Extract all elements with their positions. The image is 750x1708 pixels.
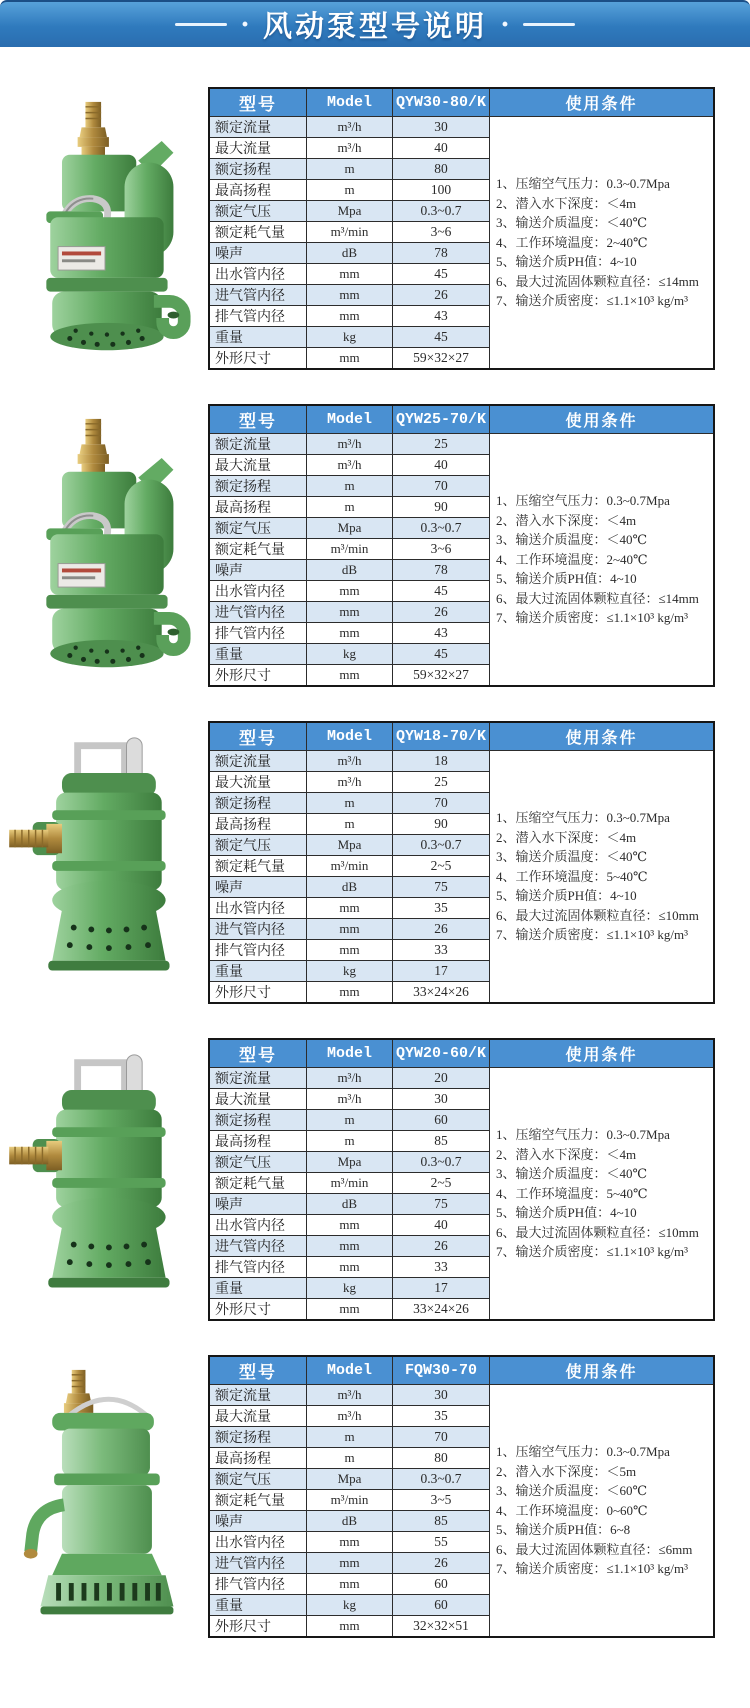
col-header-conditions: 使用条件 — [490, 1039, 715, 1068]
spec-label-cell: 重量 — [209, 1278, 307, 1299]
spec-value-cell: 26 — [393, 919, 490, 940]
spec-unit-cell: mm — [307, 1616, 393, 1638]
spec-label-cell: 进气管内径 — [209, 602, 307, 623]
spec-label-cell: 重量 — [209, 327, 307, 348]
spec-label-cell: 排气管内径 — [209, 306, 307, 327]
usage-conditions-cell — [490, 751, 715, 1004]
spec-value-cell: 43 — [393, 623, 490, 644]
spec-label-cell: 出水管内径 — [209, 898, 307, 919]
spec-value-cell: 0.3~0.7 — [393, 518, 490, 539]
spec-label-cell: 进气管内径 — [209, 919, 307, 940]
spec-value-cell: 40 — [393, 455, 490, 476]
usage-condition-line: 4、工作环境温度：5~40℃ — [496, 1185, 648, 1201]
spec-value-cell: 2~5 — [393, 1173, 490, 1194]
col-header-model: Model — [307, 88, 393, 117]
spec-value-cell: 26 — [393, 602, 490, 623]
page-title: 风动泵型号说明 — [262, 11, 487, 43]
spec-value-cell: 55 — [393, 1532, 490, 1553]
spec-label-cell: 出水管内径 — [209, 1532, 307, 1553]
spec-label-cell: 最高扬程 — [209, 1131, 307, 1152]
spec-value-cell: 30 — [393, 1385, 490, 1406]
spec-unit-cell: mm — [307, 919, 393, 940]
spec-label-cell: 噪声 — [209, 1194, 307, 1215]
usage-conditions-cell — [490, 117, 715, 370]
spec-value-cell: 0.3~0.7 — [393, 1469, 490, 1490]
spec-value-cell: 45 — [393, 327, 490, 348]
spec-unit-cell: Mpa — [307, 201, 393, 222]
spec-row — [209, 751, 714, 772]
spec-label-cell: 外形尺寸 — [209, 1616, 307, 1638]
spec-value-cell: 0.3~0.7 — [393, 1152, 490, 1173]
usage-condition-line: 2、潜入水下深度：＜4m — [496, 195, 637, 211]
spec-value-cell: 60 — [393, 1110, 490, 1131]
spec-unit-cell: mm — [307, 1257, 393, 1278]
spec-value-cell: 85 — [393, 1511, 490, 1532]
spec-table — [208, 721, 715, 1004]
usage-condition-line: 3、输送介质温度：＜40℃ — [496, 532, 648, 548]
spec-value-cell: 59×32×27 — [393, 348, 490, 370]
spec-value-cell: 0.3~0.7 — [393, 835, 490, 856]
spec-label-cell: 最大流量 — [209, 138, 307, 159]
spec-label-cell: 噪声 — [209, 560, 307, 581]
spec-unit-cell: m — [307, 1448, 393, 1469]
usage-condition-line: 2、潜入水下深度：＜5m — [496, 1463, 637, 1479]
usage-condition-line: 2、潜入水下深度：＜4m — [496, 512, 637, 528]
spec-table — [208, 404, 715, 687]
usage-condition-line: 7、输送介质密度：≤1.1×10³ kg/m³ — [496, 610, 688, 626]
spec-label-cell: 额定流量 — [209, 751, 307, 772]
usage-condition-line: 6、最大过流固体颗粒直径：≤14mm — [496, 273, 699, 289]
spec-table — [208, 87, 715, 370]
spec-label-cell: 额定耗气量 — [209, 222, 307, 243]
banner-dot-left: · — [239, 7, 250, 41]
spec-value-cell: 85 — [393, 1131, 490, 1152]
spec-label-cell: 重量 — [209, 644, 307, 665]
usage-conditions-cell — [490, 434, 715, 687]
spec-label-cell: 出水管内径 — [209, 264, 307, 285]
spec-label-cell: 排气管内径 — [209, 940, 307, 961]
spec-row — [209, 117, 714, 138]
pump-spec-section — [4, 1355, 750, 1638]
usage-condition-line: 1、压缩空气压力：0.3~0.7Mpa — [496, 1444, 670, 1460]
spec-value-cell: 60 — [393, 1595, 490, 1616]
spec-unit-cell: kg — [307, 644, 393, 665]
spec-unit-cell: m — [307, 1110, 393, 1131]
spec-label-cell: 额定气压 — [209, 518, 307, 539]
spec-value-cell: 70 — [393, 1427, 490, 1448]
spec-label-cell: 进气管内径 — [209, 285, 307, 306]
spec-unit-cell: m — [307, 476, 393, 497]
spec-label-cell: 最大流量 — [209, 772, 307, 793]
spec-label-cell: 额定气压 — [209, 201, 307, 222]
spec-unit-cell: dB — [307, 877, 393, 898]
spec-label-cell: 出水管内径 — [209, 581, 307, 602]
pump-spec-section — [4, 1038, 750, 1321]
spec-label-cell: 噪声 — [209, 243, 307, 264]
spec-value-cell: 80 — [393, 1448, 490, 1469]
spec-label-cell: 额定流量 — [209, 117, 307, 138]
usage-condition-line: 6、最大过流固体颗粒直径：≤10mm — [496, 1224, 699, 1240]
spec-value-cell: 17 — [393, 961, 490, 982]
spec-value-cell: 78 — [393, 560, 490, 581]
spec-unit-cell: kg — [307, 961, 393, 982]
spec-label-cell: 最高扬程 — [209, 497, 307, 518]
spec-label-cell: 额定耗气量 — [209, 539, 307, 560]
submersible-pump-hose-illustration — [7, 1049, 203, 1311]
usage-condition-line: 4、工作环境温度：2~40℃ — [496, 234, 648, 250]
spec-unit-cell: m³/h — [307, 1068, 393, 1089]
spec-unit-cell: m³/h — [307, 117, 393, 138]
spec-unit-cell: mm — [307, 1532, 393, 1553]
spec-value-cell: 70 — [393, 793, 490, 814]
spec-label-cell: 额定耗气量 — [209, 1490, 307, 1511]
submersible-pump-illustration — [7, 415, 203, 677]
spec-label-cell: 外形尺寸 — [209, 348, 307, 370]
spec-unit-cell: mm — [307, 623, 393, 644]
spec-label-cell: 最高扬程 — [209, 814, 307, 835]
spec-unit-cell: mm — [307, 581, 393, 602]
spec-label-cell: 排气管内径 — [209, 1574, 307, 1595]
col-header-conditions: 使用条件 — [490, 722, 715, 751]
usage-condition-line: 1、压缩空气压力：0.3~0.7Mpa — [496, 1127, 670, 1143]
spec-value-cell: 60 — [393, 1574, 490, 1595]
spec-unit-cell: mm — [307, 1574, 393, 1595]
spec-label-cell: 额定扬程 — [209, 1427, 307, 1448]
spec-unit-cell: mm — [307, 1236, 393, 1257]
pump-photo — [4, 1366, 206, 1628]
spec-value-cell: 70 — [393, 476, 490, 497]
model-code: QYW18-70/K — [393, 722, 490, 751]
spec-value-cell: 26 — [393, 1553, 490, 1574]
spec-unit-cell: m — [307, 1131, 393, 1152]
spec-value-cell: 45 — [393, 644, 490, 665]
submersible-pump-illustration — [7, 98, 203, 360]
spec-value-cell: 0.3~0.7 — [393, 201, 490, 222]
spec-unit-cell: m³/min — [307, 1173, 393, 1194]
spec-label-cell: 额定耗气量 — [209, 1173, 307, 1194]
spec-unit-cell: m — [307, 814, 393, 835]
spec-unit-cell: dB — [307, 1194, 393, 1215]
spec-label-cell: 额定流量 — [209, 1385, 307, 1406]
usage-condition-line: 5、输送介质PH值：4~10 — [496, 888, 637, 904]
spec-value-cell: 33 — [393, 940, 490, 961]
col-header-type: 型号 — [209, 405, 307, 434]
spec-label-cell: 额定扬程 — [209, 159, 307, 180]
pump-photo — [4, 732, 206, 994]
spec-value-cell: 18 — [393, 751, 490, 772]
spec-value-cell: 35 — [393, 1406, 490, 1427]
usage-conditions-cell — [490, 1068, 715, 1321]
spec-unit-cell: m³/h — [307, 434, 393, 455]
spec-unit-cell: Mpa — [307, 1152, 393, 1173]
spec-value-cell: 33×24×26 — [393, 982, 490, 1004]
spec-label-cell: 额定扬程 — [209, 476, 307, 497]
spec-label-cell: 重量 — [209, 1595, 307, 1616]
spec-label-cell: 进气管内径 — [209, 1236, 307, 1257]
usage-condition-line: 6、最大过流固体颗粒直径：≤10mm — [496, 907, 699, 923]
usage-condition-line: 6、最大过流固体颗粒直径：≤14mm — [496, 590, 699, 606]
usage-condition-line: 1、压缩空气压力：0.3~0.7Mpa — [496, 493, 670, 509]
page-banner — [0, 0, 750, 47]
spec-unit-cell: m — [307, 497, 393, 518]
spec-label-cell: 排气管内径 — [209, 1257, 307, 1278]
spec-unit-cell: m³/min — [307, 222, 393, 243]
usage-conditions-cell — [490, 1385, 715, 1638]
spec-unit-cell: m³/h — [307, 751, 393, 772]
col-header-conditions: 使用条件 — [490, 1356, 715, 1385]
spec-value-cell: 90 — [393, 497, 490, 518]
pump-photo — [4, 1049, 206, 1311]
spec-unit-cell: m³/h — [307, 1089, 393, 1110]
spec-value-cell: 26 — [393, 285, 490, 306]
banner-dot-right: · — [500, 7, 511, 41]
spec-label-cell: 最大流量 — [209, 455, 307, 476]
spec-value-cell: 33 — [393, 1257, 490, 1278]
model-code: QYW30-80/K — [393, 88, 490, 117]
usage-condition-line: 4、工作环境温度：0~60℃ — [496, 1502, 648, 1518]
spec-unit-cell: Mpa — [307, 518, 393, 539]
usage-condition-line: 3、输送介质温度：＜40℃ — [496, 215, 648, 231]
spec-unit-cell: mm — [307, 285, 393, 306]
pump-spec-section — [4, 87, 750, 370]
spec-label-cell: 最大流量 — [209, 1089, 307, 1110]
spec-value-cell: 30 — [393, 1089, 490, 1110]
spec-unit-cell: mm — [307, 665, 393, 687]
spec-value-cell: 3~6 — [393, 539, 490, 560]
spec-unit-cell: mm — [307, 982, 393, 1004]
spec-row — [209, 1385, 714, 1406]
spec-unit-cell: mm — [307, 348, 393, 370]
spec-label-cell: 额定气压 — [209, 1469, 307, 1490]
col-header-conditions: 使用条件 — [490, 405, 715, 434]
spec-unit-cell: kg — [307, 1278, 393, 1299]
spec-label-cell: 最高扬程 — [209, 1448, 307, 1469]
spec-value-cell: 90 — [393, 814, 490, 835]
spec-unit-cell: kg — [307, 1595, 393, 1616]
pump-photo — [4, 415, 206, 677]
spec-value-cell: 2~5 — [393, 856, 490, 877]
col-header-conditions: 使用条件 — [490, 88, 715, 117]
spec-unit-cell: dB — [307, 1511, 393, 1532]
spec-unit-cell: m³/min — [307, 539, 393, 560]
spec-value-cell: 78 — [393, 243, 490, 264]
col-header-type: 型号 — [209, 88, 307, 117]
spec-row — [209, 1068, 714, 1089]
spec-value-cell: 45 — [393, 264, 490, 285]
spec-unit-cell: m³/h — [307, 455, 393, 476]
spec-unit-cell: mm — [307, 940, 393, 961]
spec-unit-cell: m³/h — [307, 1385, 393, 1406]
spec-label-cell: 额定流量 — [209, 434, 307, 455]
col-header-model: Model — [307, 1039, 393, 1068]
spec-table — [208, 1355, 715, 1638]
spec-value-cell: 75 — [393, 877, 490, 898]
col-header-model: Model — [307, 722, 393, 751]
spec-unit-cell: m — [307, 793, 393, 814]
spec-header-row — [209, 405, 714, 434]
spec-unit-cell: mm — [307, 1299, 393, 1321]
usage-condition-line: 5、输送介质PH值：4~10 — [496, 254, 637, 270]
spec-unit-cell: dB — [307, 560, 393, 581]
spec-label-cell: 额定流量 — [209, 1068, 307, 1089]
spec-value-cell: 75 — [393, 1194, 490, 1215]
spec-value-cell: 100 — [393, 180, 490, 201]
spec-header-row — [209, 1356, 714, 1385]
submersible-pump-hose-illustration — [7, 732, 203, 994]
spec-value-cell: 59×32×27 — [393, 665, 490, 687]
spec-unit-cell: Mpa — [307, 1469, 393, 1490]
spec-unit-cell: m³/h — [307, 1406, 393, 1427]
spec-value-cell: 45 — [393, 581, 490, 602]
spec-label-cell: 外形尺寸 — [209, 982, 307, 1004]
spec-value-cell: 35 — [393, 898, 490, 919]
spec-label-cell: 噪声 — [209, 1511, 307, 1532]
spec-label-cell: 额定气压 — [209, 835, 307, 856]
spec-value-cell: 33×24×26 — [393, 1299, 490, 1321]
usage-condition-line: 3、输送介质温度：＜60℃ — [496, 1483, 648, 1499]
spec-value-cell: 25 — [393, 772, 490, 793]
usage-condition-line: 5、输送介质PH值：6~8 — [496, 1522, 631, 1538]
usage-condition-line: 4、工作环境温度：2~40℃ — [496, 551, 648, 567]
banner-dash-right — [523, 23, 575, 26]
col-header-type: 型号 — [209, 1039, 307, 1068]
spec-label-cell: 出水管内径 — [209, 1215, 307, 1236]
usage-condition-line: 5、输送介质PH值：4~10 — [496, 571, 637, 587]
spec-value-cell: 26 — [393, 1236, 490, 1257]
spec-header-row — [209, 722, 714, 751]
spec-unit-cell: m³/min — [307, 1490, 393, 1511]
spec-unit-cell: mm — [307, 898, 393, 919]
spec-label-cell: 外形尺寸 — [209, 1299, 307, 1321]
spec-label-cell: 噪声 — [209, 877, 307, 898]
usage-condition-line: 3、输送介质温度：＜40℃ — [496, 849, 648, 865]
spec-label-cell: 额定耗气量 — [209, 856, 307, 877]
spec-value-cell: 3~6 — [393, 222, 490, 243]
spec-unit-cell: mm — [307, 602, 393, 623]
spec-table — [208, 1038, 715, 1321]
spec-label-cell: 进气管内径 — [209, 1553, 307, 1574]
spec-value-cell: 3~5 — [393, 1490, 490, 1511]
spec-value-cell: 40 — [393, 1215, 490, 1236]
usage-condition-line: 4、工作环境温度：5~40℃ — [496, 868, 648, 884]
usage-condition-line: 7、输送介质密度：≤1.1×10³ kg/m³ — [496, 1561, 688, 1577]
spec-row — [209, 434, 714, 455]
spec-unit-cell: m³/min — [307, 856, 393, 877]
model-code: QYW25-70/K — [393, 405, 490, 434]
spec-label-cell: 外形尺寸 — [209, 665, 307, 687]
usage-condition-line: 2、潜入水下深度：＜4m — [496, 829, 637, 845]
usage-condition-line: 1、压缩空气压力：0.3~0.7Mpa — [496, 176, 670, 192]
spec-header-row — [209, 88, 714, 117]
sections-container — [0, 47, 750, 1708]
spec-label-cell: 额定气压 — [209, 1152, 307, 1173]
spec-value-cell: 43 — [393, 306, 490, 327]
pump-photo — [4, 98, 206, 360]
spec-value-cell: 80 — [393, 159, 490, 180]
spec-value-cell: 30 — [393, 117, 490, 138]
spec-unit-cell: kg — [307, 327, 393, 348]
spec-unit-cell: Mpa — [307, 835, 393, 856]
spec-value-cell: 17 — [393, 1278, 490, 1299]
usage-condition-line: 5、输送介质PH值：4~10 — [496, 1205, 637, 1221]
spec-unit-cell: dB — [307, 243, 393, 264]
pump-spec-section — [4, 404, 750, 687]
col-header-type: 型号 — [209, 722, 307, 751]
spec-value-cell: 20 — [393, 1068, 490, 1089]
usage-condition-line: 2、潜入水下深度：＜4m — [496, 1146, 637, 1162]
spec-label-cell: 重量 — [209, 961, 307, 982]
spec-unit-cell: m³/h — [307, 772, 393, 793]
spec-unit-cell: mm — [307, 306, 393, 327]
usage-condition-line: 3、输送介质温度：＜40℃ — [496, 1166, 648, 1182]
spec-unit-cell: mm — [307, 1215, 393, 1236]
spec-label-cell: 最大流量 — [209, 1406, 307, 1427]
usage-condition-line: 6、最大过流固体颗粒直径：≤6mm — [496, 1541, 693, 1557]
spec-unit-cell: mm — [307, 264, 393, 285]
pump-spec-section — [4, 721, 750, 1004]
spec-value-cell: 25 — [393, 434, 490, 455]
spec-unit-cell: m³/h — [307, 138, 393, 159]
spec-label-cell: 排气管内径 — [209, 623, 307, 644]
col-header-model: Model — [307, 1356, 393, 1385]
usage-condition-line: 7、输送介质密度：≤1.1×10³ kg/m³ — [496, 1244, 688, 1260]
spec-header-row — [209, 1039, 714, 1068]
model-code: QYW20-60/K — [393, 1039, 490, 1068]
spec-unit-cell: mm — [307, 1553, 393, 1574]
spec-unit-cell: m — [307, 1427, 393, 1448]
usage-condition-line: 7、输送介质密度：≤1.1×10³ kg/m³ — [496, 293, 688, 309]
fqw-pump-illustration — [7, 1366, 203, 1628]
spec-label-cell: 额定扬程 — [209, 1110, 307, 1131]
spec-label-cell: 额定扬程 — [209, 793, 307, 814]
col-header-type: 型号 — [209, 1356, 307, 1385]
col-header-model: Model — [307, 405, 393, 434]
spec-unit-cell: m — [307, 180, 393, 201]
spec-unit-cell: m — [307, 159, 393, 180]
banner-dash-left — [175, 23, 227, 26]
model-code: FQW30-70 — [393, 1356, 490, 1385]
usage-condition-line: 7、输送介质密度：≤1.1×10³ kg/m³ — [496, 927, 688, 943]
usage-condition-line: 1、压缩空气压力：0.3~0.7Mpa — [496, 810, 670, 826]
spec-label-cell: 最高扬程 — [209, 180, 307, 201]
spec-value-cell: 40 — [393, 138, 490, 159]
spec-value-cell: 32×32×51 — [393, 1616, 490, 1638]
